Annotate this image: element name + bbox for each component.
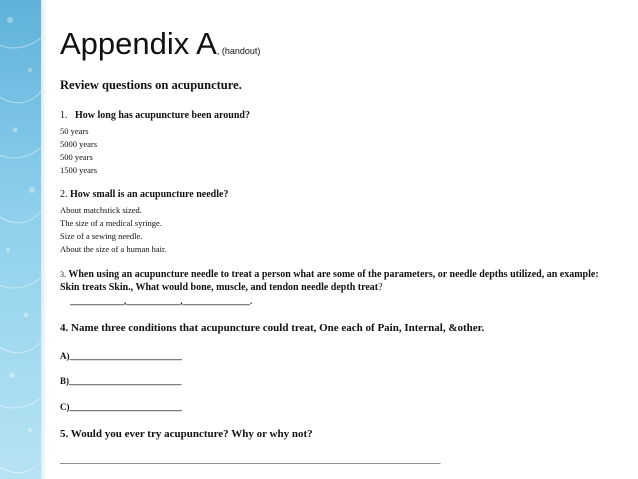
q4-answer-b: B)_________________________ xyxy=(60,376,182,386)
question-3 xyxy=(60,268,600,294)
decorative-sidebar xyxy=(0,0,41,479)
slide-title: Appendix A xyxy=(60,26,217,61)
slide-content xyxy=(60,0,630,479)
q4-answer-a: A)_________________________ xyxy=(60,351,182,361)
slide-subtitle: , (handout) xyxy=(216,46,261,56)
question-4: 4. Name three conditions that acupuncture could treat, One each of Pain, Internal, &other. xyxy=(60,322,485,334)
question-3-number: 3. xyxy=(60,270,66,279)
question-1 xyxy=(60,110,250,121)
q2-option-3: Size of a sewing needle. xyxy=(60,231,143,241)
question-2-text: How small is an acupuncture needle? xyxy=(70,189,229,200)
question-2-number: 2. xyxy=(60,189,68,200)
question-5-answer-line: _______________________________________________________________________________________________ xyxy=(60,455,440,465)
sidebar-edge xyxy=(41,0,47,479)
question-3-end: ? xyxy=(378,282,383,293)
sidebar-pattern xyxy=(0,0,41,479)
q2-option-2: The size of a medical syringe. xyxy=(60,218,162,228)
question-3-blanks: ____________,____________,_______________. xyxy=(70,296,253,306)
q1-option-3: 500 years xyxy=(60,152,93,162)
title-row xyxy=(60,26,260,62)
q2-option-4: About the size of a human hair. xyxy=(60,244,167,254)
q1-option-1: 50 years xyxy=(60,126,89,136)
q2-option-1: About matchstick sized. xyxy=(60,205,142,215)
question-3-text: When using an acupuncture needle to treat a person what are some of the parameters, or needle depths utilized, an example: Skin treats Skin., What would bone, muscle, and tendon needle depth treat xyxy=(60,269,599,293)
q1-option-4: 1500 years xyxy=(60,165,98,175)
question-2 xyxy=(60,189,228,200)
question-1-text: How long has acupuncture been around? xyxy=(75,110,250,121)
q1-option-2: 5000 years xyxy=(60,139,98,149)
q4-answer-c: C)_________________________ xyxy=(60,402,182,412)
review-heading: Review questions on acupuncture. xyxy=(60,78,242,92)
question-1-number: 1. xyxy=(60,110,68,121)
question-5: 5. Would you ever try acupuncture? Why or why not? xyxy=(60,428,313,440)
